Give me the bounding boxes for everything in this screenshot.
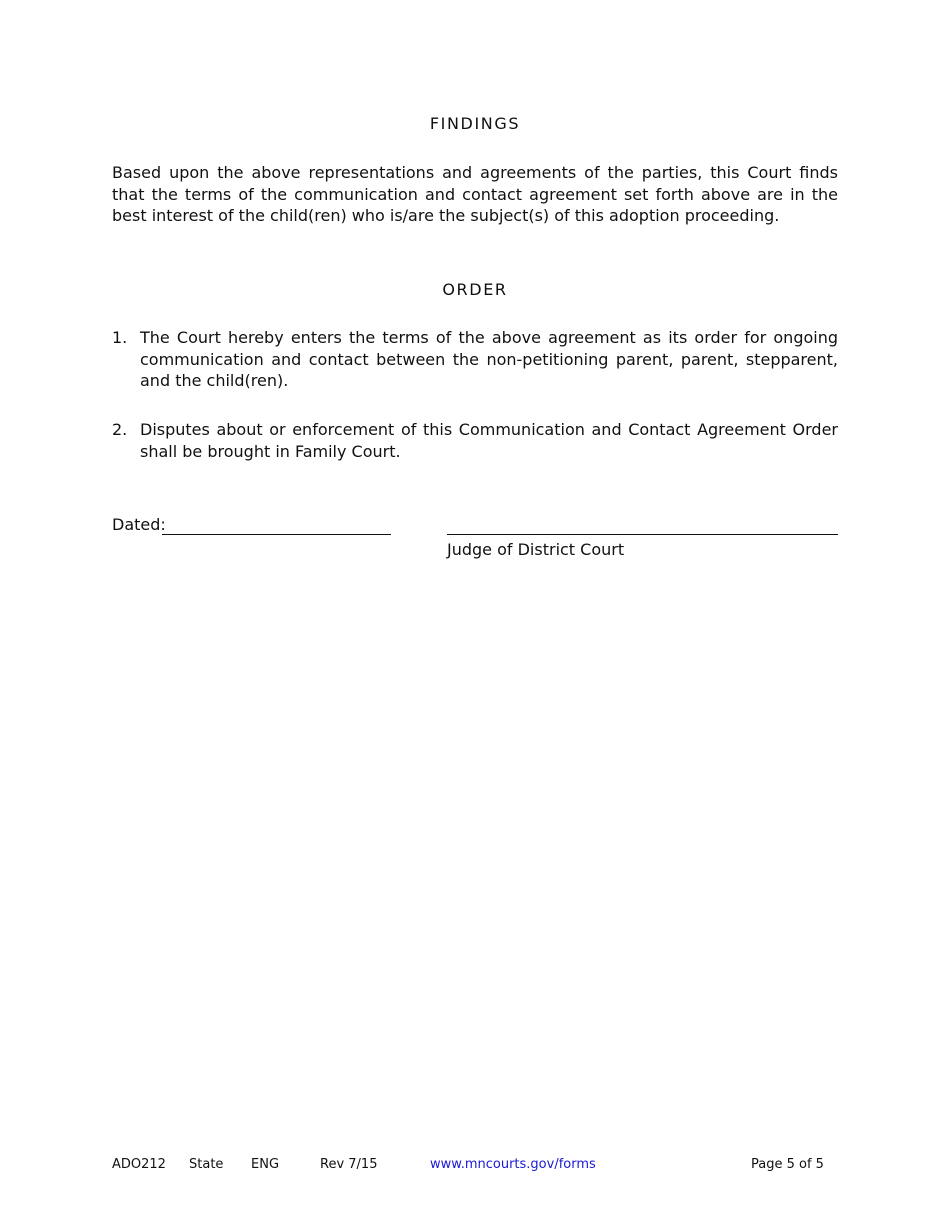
judge-label: Judge of District Court <box>447 540 625 559</box>
order-item-1 <box>112 327 838 392</box>
order-item-text: Disputes about or enforcement of this Communication and Contact Agreement Order shall be brought in Family Court. <box>140 420 838 461</box>
judge-signature-line[interactable] <box>447 534 838 535</box>
footer-form-id: ADO212 <box>112 1157 166 1172</box>
dated-label: Dated: <box>112 515 166 534</box>
order-item-number: 2. <box>112 420 128 439</box>
dated-signature-line[interactable] <box>162 534 391 535</box>
order-item-2 <box>112 419 838 462</box>
order-item-number: 1. <box>112 328 128 347</box>
findings-paragraph: Based upon the above representations and agreements of the parties, this Court finds that the terms of the communication and contact agreement set forth above are in the best interest of the child(ren) who is/are the subject(s) of this adoption proceeding. <box>112 163 838 225</box>
footer-revision: Rev 7/15 <box>320 1157 378 1172</box>
footer-forms-link[interactable]: www.mncourts.gov/forms <box>430 1157 596 1172</box>
order-item-text: The Court hereby enters the terms of the above agreement as its order for ongoing communication and contact between the non-petitioning parent, parent, stepparent, and the child(ren). <box>140 328 838 390</box>
footer-jurisdiction: State <box>189 1157 224 1172</box>
footer-page-number: Page 5 of 5 <box>751 1157 824 1172</box>
footer-language: ENG <box>251 1157 280 1172</box>
findings-heading: FINDINGS <box>429 114 521 133</box>
order-heading: ORDER <box>442 280 508 299</box>
